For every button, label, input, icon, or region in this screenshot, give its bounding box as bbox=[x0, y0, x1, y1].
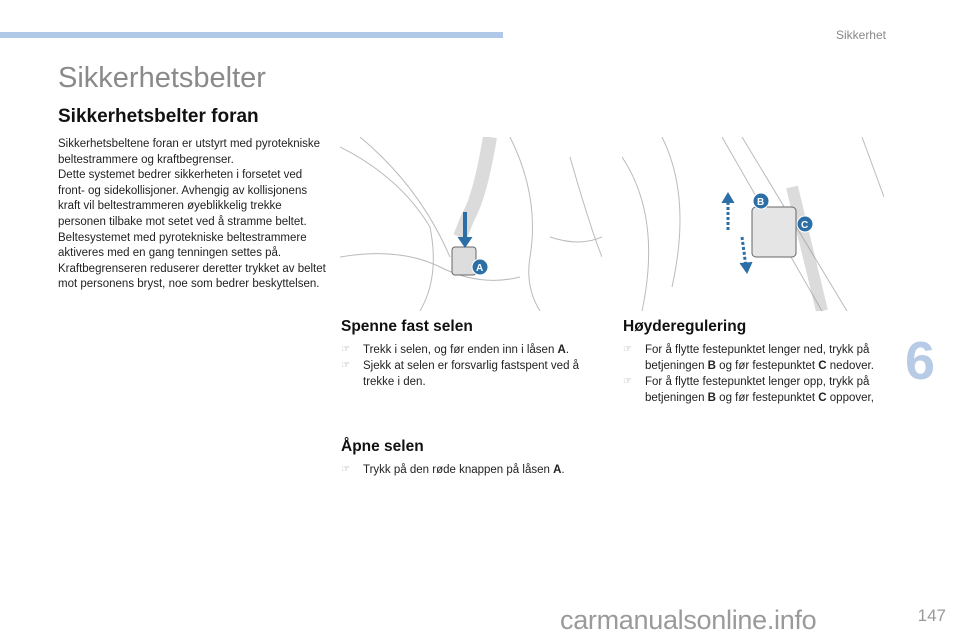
list-item: ☞ For å flytte festepunktet lenger opp, trykk på betjeningen B og før festepunktet C oppover, bbox=[623, 376, 874, 404]
item-text: Trekk i selen, og før enden inn i låsen bbox=[363, 344, 558, 356]
list-item bbox=[341, 358, 601, 390]
height-heading: Høyderegulering bbox=[623, 318, 747, 335]
item-end: . bbox=[561, 464, 565, 476]
item-ref: A bbox=[553, 464, 562, 476]
pointing-hand-icon: ☞ bbox=[623, 344, 632, 355]
open-heading: Åpne selen bbox=[341, 438, 424, 455]
section-title: Sikkerhet bbox=[835, 28, 886, 42]
intro-paragraph: Dette systemet bedrer sikkerheten i forsetet ved front- og sidekollisjoner. Avhengig av kollisjonens kraft vil beltestrammeren øyeblikkelig trekke personen tilbake mot setet ved å stramme beltet. bbox=[58, 169, 308, 228]
item-text: Sjekk at selen er forsvarlig fastspent ved å trekke i den. bbox=[363, 360, 580, 388]
pointing-hand-icon: ☞ bbox=[341, 464, 350, 475]
height-adjust-illustration bbox=[622, 137, 884, 311]
pointing-hand-icon: ☞ bbox=[341, 360, 350, 371]
open-list bbox=[341, 462, 601, 478]
intro-text bbox=[58, 137, 328, 293]
watermark: carmanualsonline.info bbox=[560, 605, 817, 635]
pointing-hand-icon: ☞ bbox=[623, 376, 632, 387]
list-item: ☞ For å flytte festepunktet lenger ned, trykk på betjeningen B og før festepunktet C nedover. bbox=[623, 344, 874, 372]
intro-paragraph: Sikkerhetsbeltene foran er utstyrt med pyrotekniske beltestrammere og kraftbegrenser. bbox=[58, 138, 321, 166]
pointing-hand-icon: ☞ bbox=[341, 344, 350, 355]
intro-paragraph: Kraftbegrenseren reduserer deretter trykket av beltet mot personens bryst, noe som bedrer beskyttelsen. bbox=[58, 262, 326, 291]
chapter-number: 6 bbox=[905, 331, 936, 391]
fasten-list bbox=[341, 342, 601, 390]
label-a: A bbox=[476, 263, 484, 274]
subtitle: Sikkerhetsbelter foran bbox=[58, 106, 259, 127]
item-ref: A bbox=[557, 344, 566, 356]
label-c: C bbox=[801, 220, 809, 231]
intro-paragraph: Beltesystemet med pyrotekniske beltestrammere aktiveres med en gang tenningen settes på. bbox=[58, 231, 307, 260]
list-item bbox=[341, 342, 601, 358]
list-item bbox=[341, 462, 601, 478]
item-end: . bbox=[565, 344, 570, 356]
header-bar bbox=[0, 32, 503, 38]
buckle-illustration bbox=[340, 137, 602, 311]
page-title: Sikkerhetsbelter bbox=[58, 62, 266, 94]
fasten-heading: Spenne fast selen bbox=[341, 318, 473, 335]
item-text: Trykk på den røde knappen på låsen bbox=[363, 464, 554, 476]
label-b: B bbox=[757, 197, 765, 208]
height-list bbox=[623, 342, 878, 406]
page-number: 147 bbox=[917, 606, 946, 625]
